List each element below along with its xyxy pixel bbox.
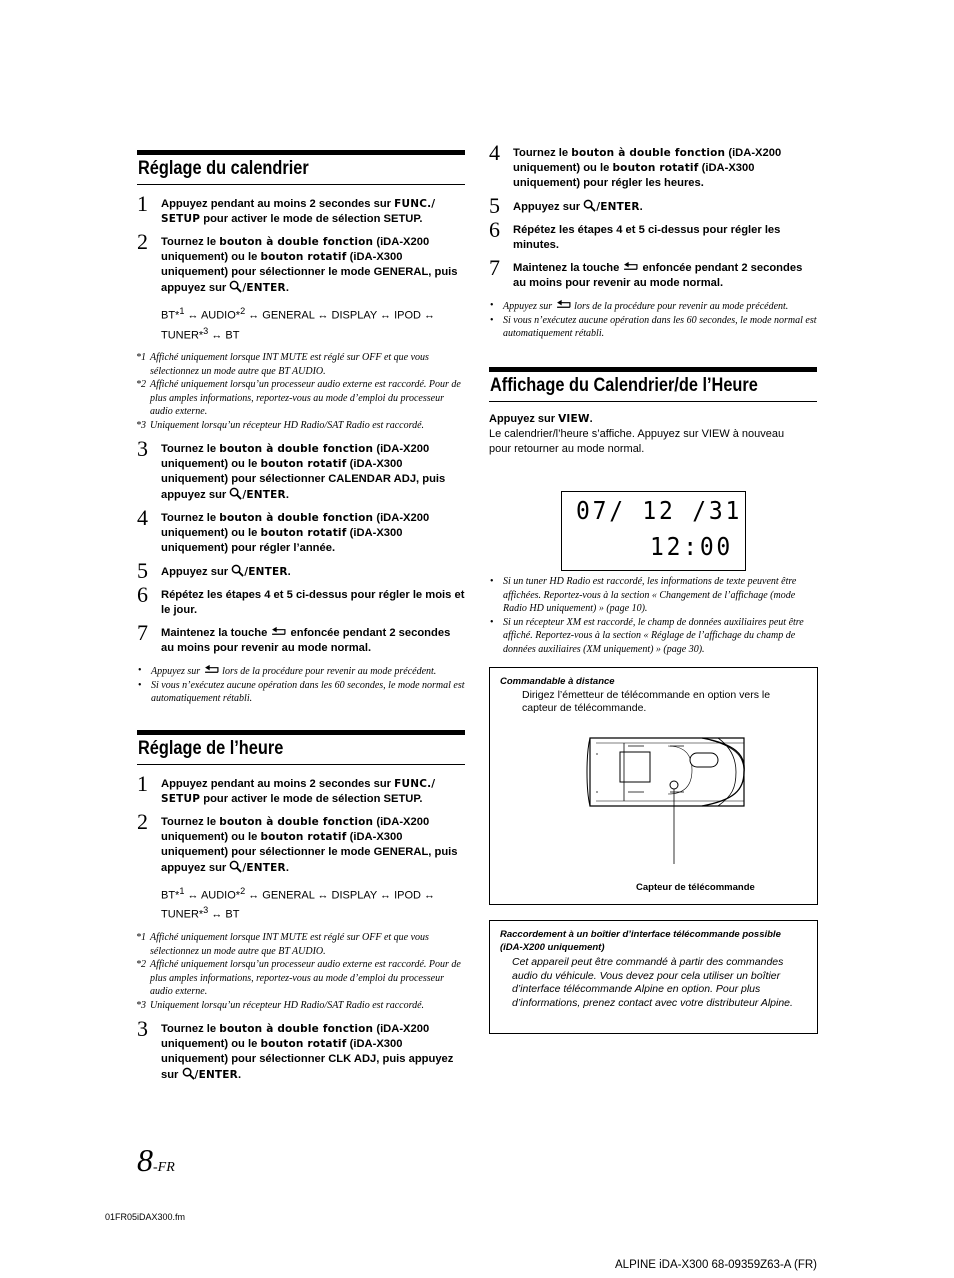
return-icon: [270, 626, 287, 637]
section-heading-display: [489, 367, 817, 402]
bullet-note: • Si un tuner HD Radio est raccordé, les informations de texte peuvent être affichées. Reportez-vous à la section « Changement de l’affichage (mode Radio HD uniquement) » (page 10).: [489, 575, 817, 616]
return-icon: [622, 261, 639, 272]
calendar-step-6: 6 Répétez les étapes 4 et 5 ci-dessus pour régler le mois et le jour.: [137, 582, 465, 617]
bullet-note: • Si un récepteur XM est raccordé, le champ de données auxiliaires peut être affiché. Reportez-vous à la section « Réglage de l’affichage du champ de données auxiliaires (XM uniquement) » (page 30).: [489, 616, 817, 657]
display-notes: [489, 575, 817, 656]
footnote: *1 Affiché uniquement lorsque INT MUTE est réglé sur OFF et que vous sélectionnez un mode autre que BT AUDIO.: [136, 932, 429, 957]
head-unit-illustration: [584, 734, 746, 870]
step-text: .: [285, 282, 289, 294]
step-text: pour activer le mode de sélection SETUP.: [200, 213, 423, 225]
footnote: *3 Uniquement lorsqu’un récepteur HD Radio/SAT Radio est raccordé.: [136, 419, 425, 431]
interface-box: [489, 920, 818, 1034]
view-description: Le calendrier/l’heure s’affiche. Appuyez sur VIEW à nouveau pour retourner au mode normal.: [489, 427, 785, 455]
search-icon: [231, 564, 244, 577]
step-number: 5: [137, 558, 148, 584]
lcd-display: [561, 491, 746, 571]
button-name: bouton rotatif: [260, 251, 347, 263]
search-icon: [229, 487, 242, 500]
left-column: [137, 150, 465, 1091]
bullet-note: • Appuyez sur lors de la procédure pour revenir au mode précédent.: [489, 299, 817, 314]
file-name: 01FR05iDAX300.fm: [105, 1212, 186, 1222]
return-icon: [555, 299, 572, 310]
view-instruction: Appuyez sur VIEW.: [489, 412, 593, 425]
time-step-4: 4 Tournez le bouton à double fonction (iDA-X200 uniquement) ou le bouton rotatif (iDA-X300 uniquement) pour régler les heures.: [489, 140, 782, 189]
footnote: *3 Uniquement lorsqu’un récepteur HD Radio/SAT Radio est raccordé.: [136, 999, 425, 1011]
step-number: 2: [137, 229, 148, 254]
bullet-notes: [489, 299, 817, 341]
return-icon: [203, 664, 220, 675]
button-name: /ENTER: [242, 282, 286, 294]
footnote: *2 Affiché uniquement lorsqu’un processeur audio externe est raccordé. Pour de plus amples informations, reportez-vous au mode d’emploi du processeur audio externe.: [136, 959, 461, 998]
time-step-2: 2 Tournez le bouton à double fonction (iDA-X200 uniquement) ou le bouton rotatif (iDA-X300 uniquement) pour sélectionner le mode GENERAL, puis appuyez sur /ENTER. BT*$^1$ ↔ AUDIO*$^2$ ↔ GENERAL ↔ DISPLAY ↔ IPOD ↔ TUNER*$^3$ ↔ BT: [137, 815, 465, 923]
step-number: 1: [137, 770, 148, 796]
step-number: 3: [137, 1016, 148, 1042]
right-column: [489, 140, 817, 457]
calendar-step-4: 4 Tournez le bouton à double fonction (iDA-X200 uniquement) ou le bouton rotatif (iDA-X300 uniquement) pour régler l’année.: [137, 505, 430, 555]
bullet-notes: [137, 664, 465, 706]
mode-cycle: BT*$^1$ ↔ AUDIO*$^2$ ↔ GENERAL ↔ DISPLAY ↔ IPOD ↔ TUNER*$^3$ ↔ BT: [161, 885, 436, 922]
search-icon: [229, 280, 242, 293]
time-step-6: 6 Répétez les étapes 4 et 5 ci-dessus pour régler les minutes.: [489, 217, 781, 251]
time-step-7: 7 Maintenez la touche enfoncée pendant 2 secondes au moins pour revenir au mode normal.: [489, 255, 803, 289]
model-reference: ALPINE iDA-X300 68-09359Z63-A (FR): [615, 1259, 817, 1271]
section-title: Affichage du Calendrier/de l’Heure: [490, 374, 758, 396]
search-icon: [182, 1067, 195, 1080]
section-heading-calendar: [137, 150, 465, 185]
calendar-step-7: 7 Maintenez la touche enfoncée pendant 2 secondes au moins pour revenir au mode normal.: [137, 620, 451, 655]
section-title: Réglage du calendrier: [138, 158, 309, 179]
step-text: Appuyez pendant au moins 2 secondes sur: [161, 198, 395, 210]
box-title: Commandable à distance: [500, 676, 615, 687]
button-name: bouton à double fonction: [219, 236, 374, 248]
lcd-date: 07/ 12 /31: [576, 496, 743, 525]
search-icon: [583, 199, 596, 212]
remote-box: [489, 667, 818, 905]
sensor-caption: Capteur de télécommande: [636, 882, 755, 893]
bullet-note: • Si vous n’exécutez aucune opération dans les 60 secondes, le mode normal est automatiquement rétabli.: [137, 679, 465, 706]
step-number: 4: [489, 140, 500, 165]
footnotes: [136, 351, 465, 432]
page-number: 8-FR: [137, 1142, 175, 1178]
lcd-time: 12:00: [650, 532, 734, 561]
step-text: (iDA-X300 uniquement) pour sélectionner le mode GENERAL, puis appuyez sur: [161, 251, 458, 294]
step-number: 5: [489, 193, 500, 218]
bullet-note: • Si vous n’exécutez aucune opération dans les 60 secondes, le mode normal est automatiquement rétabli.: [489, 314, 817, 341]
step-number: 7: [137, 620, 148, 646]
footnotes: [136, 931, 465, 1012]
calendar-step-2: [137, 229, 465, 343]
step-number: 7: [489, 255, 500, 280]
section-title: Réglage de l’heure: [138, 737, 284, 759]
section-heading-time: [137, 730, 465, 765]
step-number: 1: [137, 191, 148, 216]
step-text: Tournez le: [161, 236, 220, 248]
time-step-3: 3 Tournez le bouton à double fonction (iDA-X200 uniquement) ou le bouton rotatif (iDA-X300 uniquement) pour sélectionner CLK ADJ, puis appuyez sur /ENTER.: [137, 1016, 454, 1082]
calendar-step-3: 3 Tournez le bouton à double fonction (iDA-X200 uniquement) ou le bouton rotatif (iDA-X300 uniquement) pour sélectionner CALENDAR ADJ, puis appuyez sur /ENTER.: [137, 436, 446, 502]
step-text: (iDA-X200 uniquement) ou le: [161, 236, 430, 263]
footnote: *2 Affiché uniquement lorsqu’un processeur audio externe est raccordé. Pour de plus amples informations, reportez-vous au mode d’emploi du processeur audio externe.: [136, 379, 461, 418]
button-name: FUNC./ SETUP: [161, 198, 436, 225]
box-title: Raccordement à un boîtier d’interface télécommande possible (iDA-X200 uniquement): [500, 929, 781, 953]
search-icon: [229, 860, 242, 873]
step-number: 3: [137, 436, 148, 462]
step-number: 4: [137, 505, 148, 531]
footnote: *1 Affiché uniquement lorsque INT MUTE est réglé sur OFF et que vous sélectionnez un mode autre que BT AUDIO.: [136, 352, 429, 377]
step-number: 2: [137, 808, 148, 834]
calendar-step-5: 5 Appuyez sur /ENTER.: [137, 558, 291, 584]
mode-cycle: BT*$^1$ ↔ AUDIO*$^2$ ↔ GENERAL ↔ DISPLAY ↔ IPOD ↔ TUNER*$^3$ ↔ BT: [161, 306, 436, 342]
time-step-1: 1 Appuyez pendant au moins 2 secondes sur FUNC./ SETUP pour activer le mode de sélection SETUP.: [137, 770, 436, 805]
calendar-step-1: [137, 191, 465, 227]
box-text: Cet appareil peut être commandé à partir des commandes audio du véhicule. Vous devez pour cela utiliser un boîtier d’interface télécommande Alpine en option. Pour plus d’informations, prenez contact avec votre distributeur Alpine.: [512, 956, 793, 1009]
box-text: Dirigez l’émetteur de télécommande en option vers le capteur de télécommande.: [522, 689, 771, 714]
time-step-5: 5 Appuyez sur /ENTER.: [489, 193, 643, 218]
step-number: 6: [137, 582, 148, 608]
bullet-note: • Appuyez sur lors de la procédure pour revenir au mode précédent.: [137, 664, 465, 679]
step-number: 6: [489, 217, 500, 242]
